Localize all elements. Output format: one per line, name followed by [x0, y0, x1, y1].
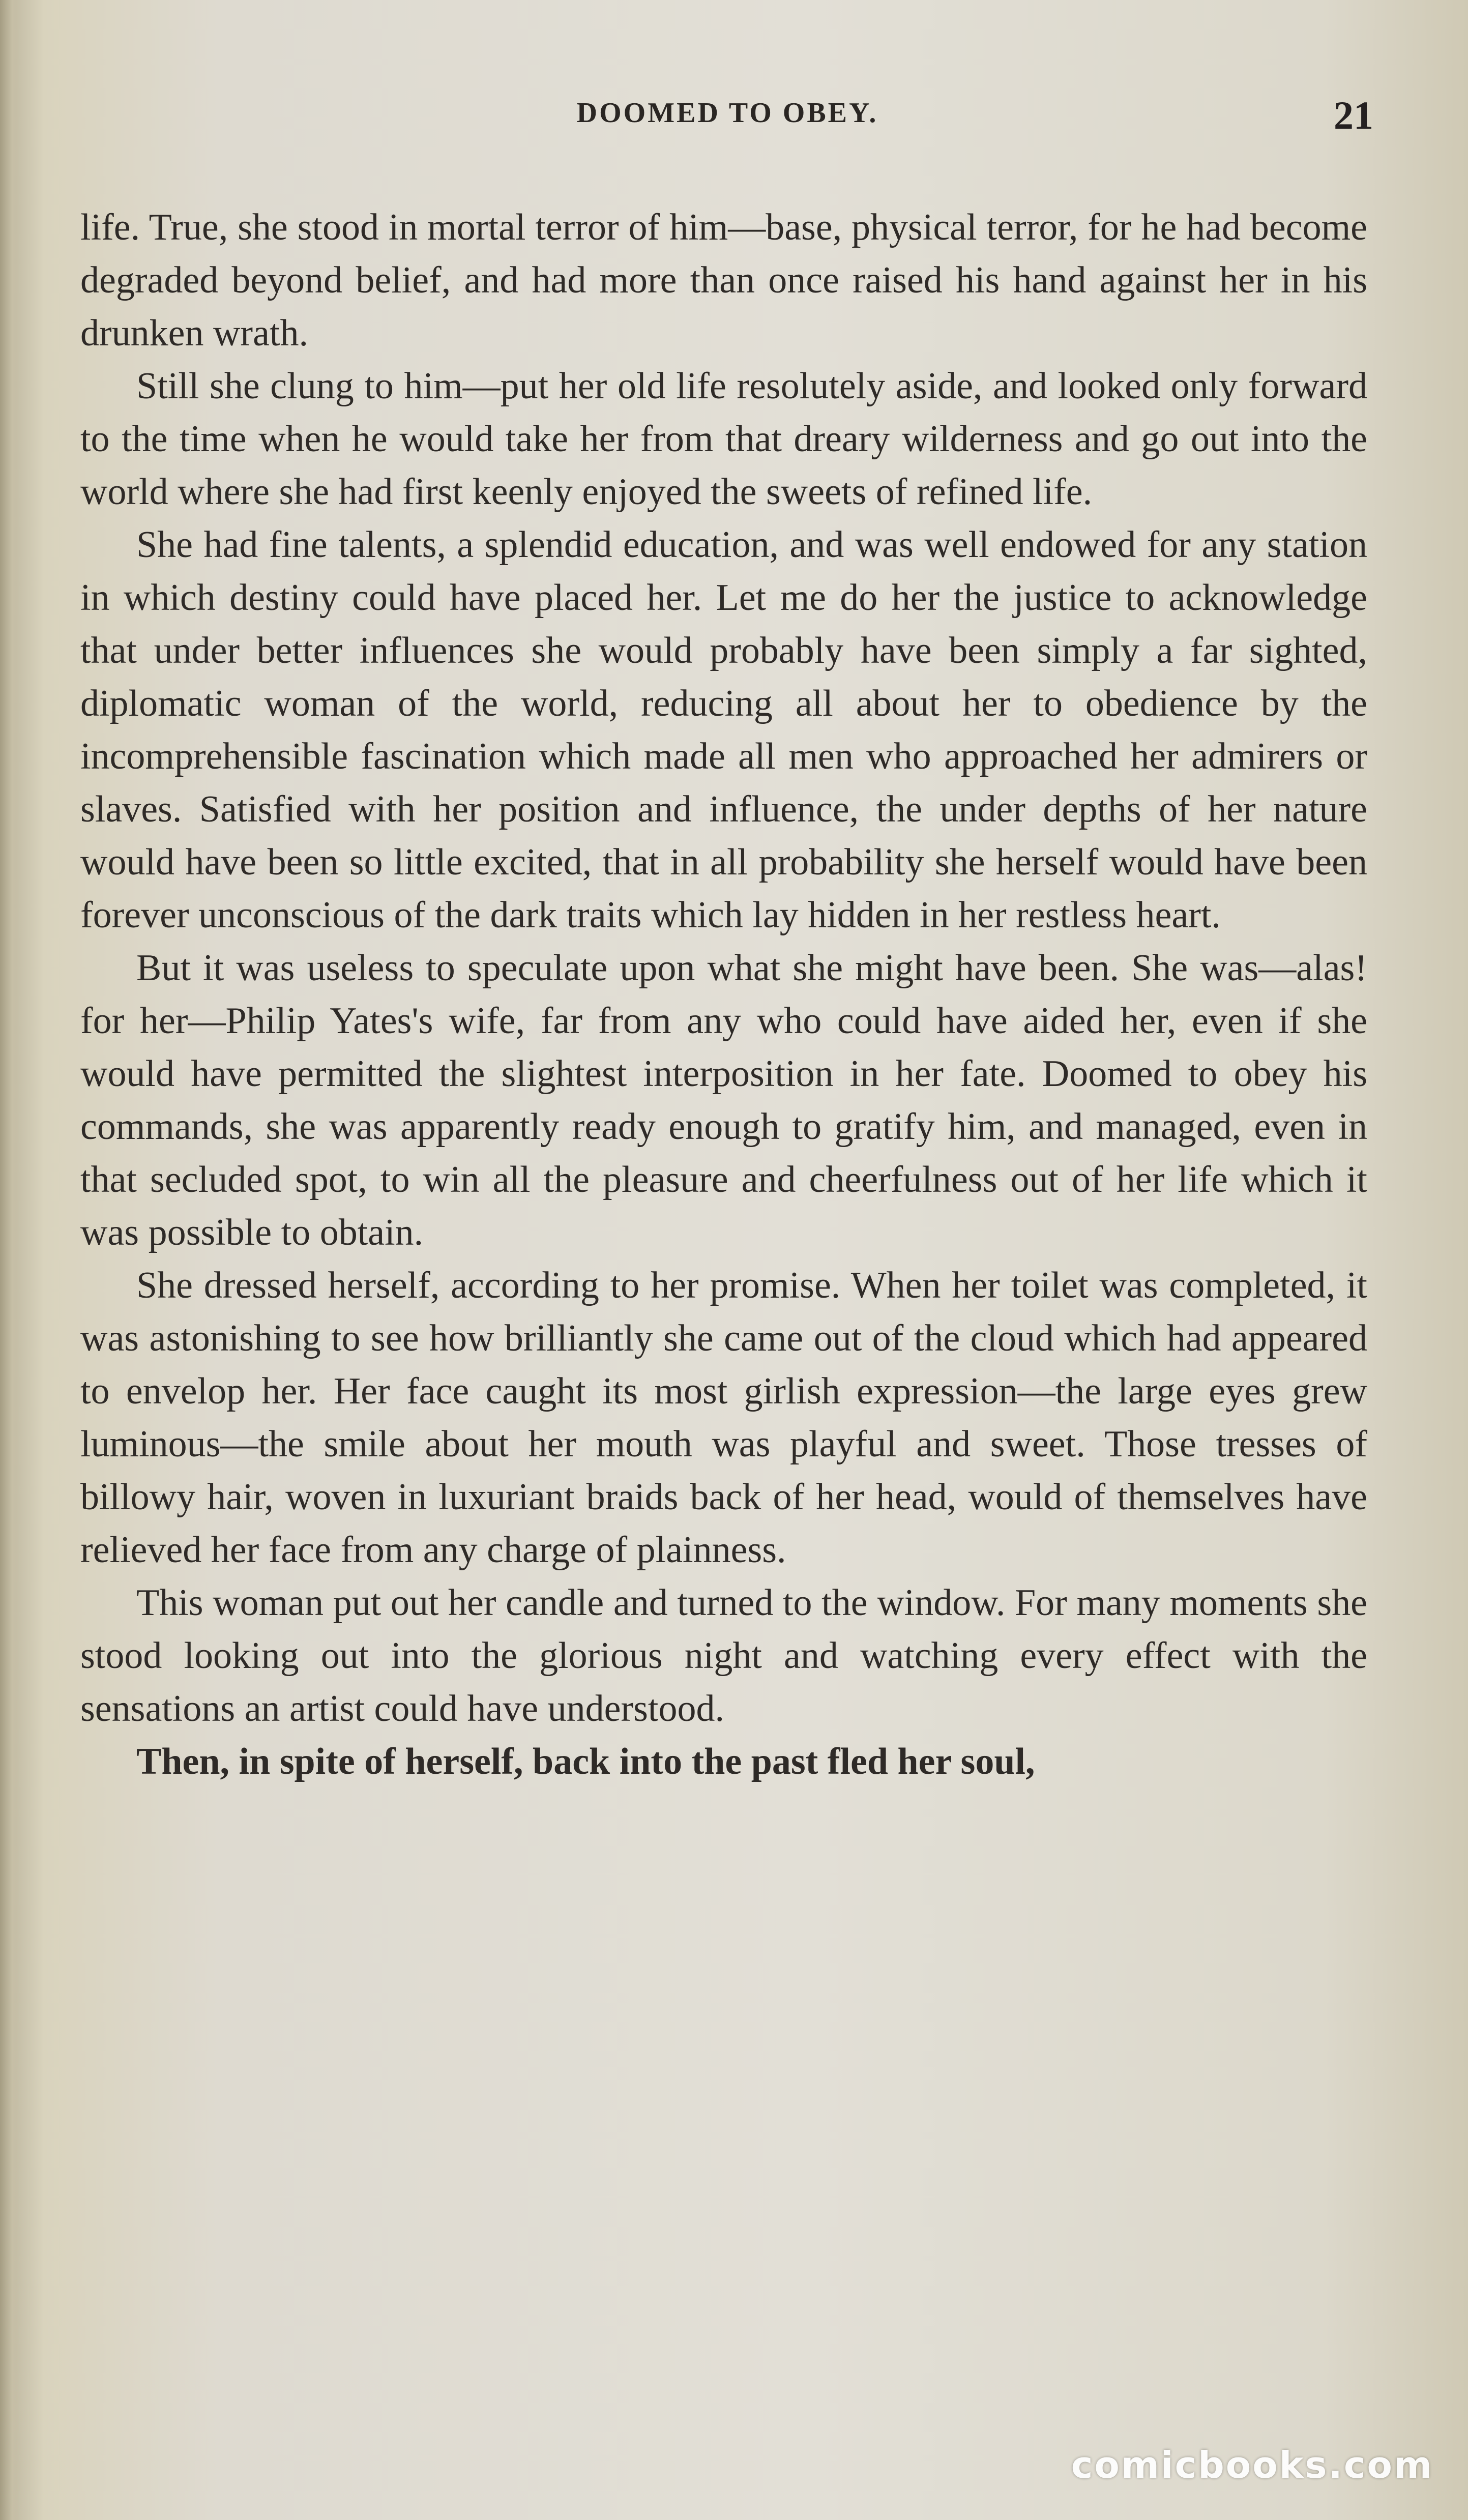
- paragraph-2: Still she clung to him—put her old life resolutely aside, and looked only forward to the time when he would take her from that dreary wilderness and go out into the world where she had first keenly enjoyed the sweets of refined life.: [80, 365, 1367, 513]
- paragraph-6: This woman put out her candle and turned to the window. For many moments she stood looking out into the glorious night and watching every effect with the sensations an artist could have understood.: [80, 1582, 1367, 1730]
- paragraph-1: life. True, she stood in mortal terror of him—base, physical terror, for he had become degraded beyond belief, and had more than once raised his hand against her in his drunken wrath.: [80, 207, 1367, 354]
- running-head: DOOMED TO OBEY.: [576, 97, 878, 129]
- paragraph-4: But it was useless to speculate upon what she might have been. She was—alas! for her—Philip Yates's wife, far from any who could have aided her, even if she would have permitted the slightest interposition in her fate. Doomed to obey his commands, she was apparently ready enough to gratify him, and managed, even in that secluded spot, to win all the pleasure and cheerfulness out of her life which it was possible to obtain.: [80, 947, 1367, 1253]
- paragraph-5: She dressed herself, according to her promise. When her toilet was completed, it was astonishing to see how brilliantly she came out of the cloud which had appeared to envelop her. Her face caught its most girlish expression—the large eyes grew luminous—the smile about her mouth was playful and sweet. Those tresses of billowy hair, woven in luxuriant braids back of her head, would of themselves have relieved her face from any charge of plainness.: [80, 1265, 1367, 1571]
- page-number: 21: [1334, 93, 1373, 137]
- page-edge: [0, 0, 20, 2520]
- site-watermark: comicbooks.com: [1071, 2444, 1433, 2486]
- paragraph-7: Then, in spite of herself, back into the past fled her soul,: [136, 1741, 1035, 1782]
- paragraph-3: She had fine talents, a splendid education, and was well endowed for any station in which destiny could have placed her. Let me do her the justice to acknowledge that under better influences she would probably have been simply a far sighted, diplomatic woman of the world, reducing all about her to obedience by the incomprehensible fascination which made all men who approached her admirers or slaves. Satisfied with her position and influence, the under depths of her nature would have been so little excited, that in all probability she herself would have been forever unconscious of the dark traits which lay hidden in her restless heart.: [80, 524, 1367, 936]
- body-text: [80, 201, 1367, 1788]
- page-header: [81, 93, 1373, 153]
